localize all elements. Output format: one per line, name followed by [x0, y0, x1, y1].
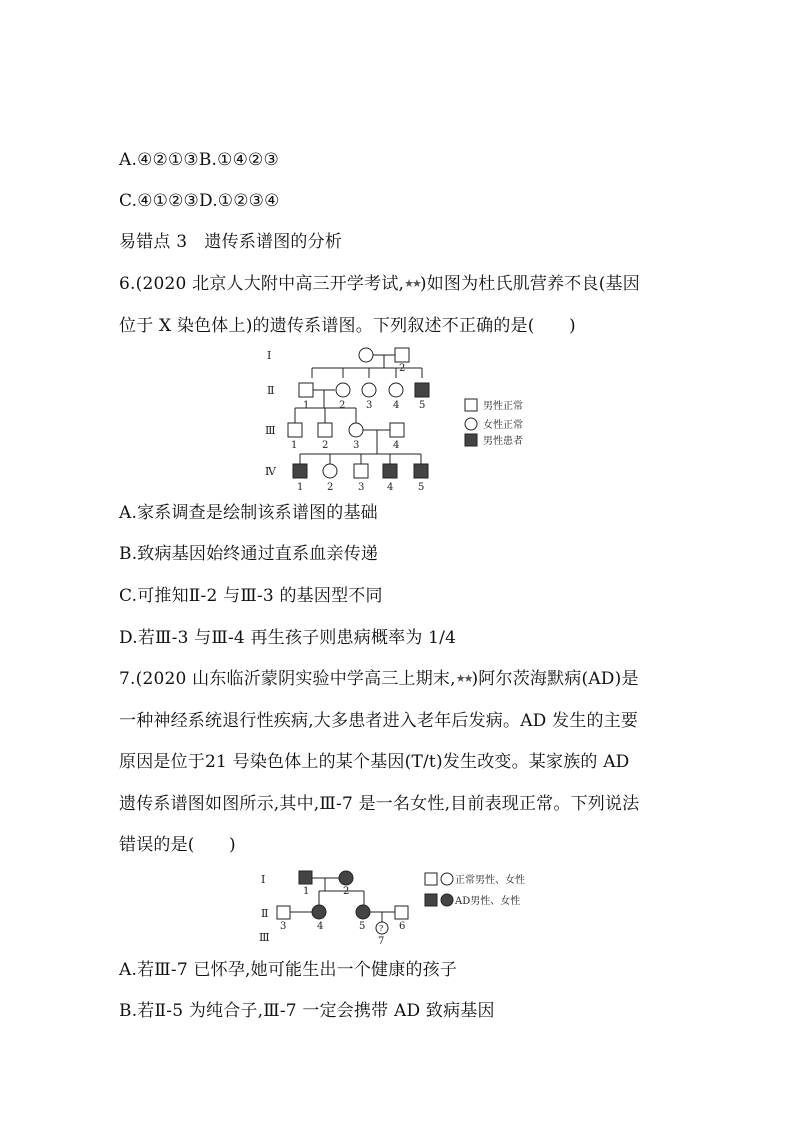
q6-num-IV-4: 4 — [387, 482, 394, 493]
q7-gen-label-II: Ⅱ — [261, 907, 269, 920]
legend-female-normal-icon — [465, 418, 477, 430]
q6-II-5-male-affected — [415, 383, 429, 397]
q7-II-5-female-affected — [356, 905, 370, 919]
section-heading: 易错点 3 遗传系谱图的分析 — [119, 232, 343, 252]
q6-IV-2-female-normal — [323, 464, 337, 478]
q7-stem-line2: 一种神经系统退行性疾病,大多患者进入老年后发病。AD 发生的主要 — [119, 711, 639, 731]
q6-I-2-male-normal — [395, 348, 409, 362]
legend-normal-female-icon — [441, 873, 453, 885]
legend-male-normal: 男性正常 — [483, 401, 523, 412]
q6-num-II-1: 1 — [303, 400, 310, 411]
q7-pedigree-figure — [255, 865, 555, 947]
q7-stem-line1 — [119, 668, 639, 690]
q6-num-IV-2: 2 — [327, 482, 334, 493]
q6-num-II-5: 5 — [419, 400, 426, 411]
q6-num-II-4: 4 — [393, 400, 400, 411]
q7-stem-line3: 原因是位于21 号染色体上的某个基因(T/t)发生改变。某家族的 AD — [119, 752, 630, 772]
q6-IV-3-male-normal — [354, 464, 368, 478]
legend-female-normal: 女性正常 — [483, 420, 523, 431]
q6-option-b: B.致病基因始终通过直系血亲传递 — [119, 544, 379, 564]
q6-III-2-male-normal — [318, 423, 332, 437]
q6-II-2-female-normal — [336, 383, 350, 397]
q7-I-1-male-affected — [299, 871, 312, 884]
legend-male-affected: 男性患者 — [483, 436, 523, 447]
q7-option-a: A.若Ⅲ-7 已怀孕,她可能生出一个健康的孩子 — [119, 960, 458, 980]
q6-III-4-male-normal — [390, 423, 404, 437]
q7-stem-suffix: )阿尔茨海默病(AD)是 — [471, 669, 639, 689]
q7-num-1: 1 — [303, 886, 310, 897]
q7-gen-label-III: Ⅲ — [259, 931, 270, 944]
q6-IV-1-male-affected — [293, 464, 307, 478]
q7-num-7: 7 — [378, 936, 385, 947]
legend-normal-male-icon — [425, 873, 437, 885]
q7-num-6: 6 — [399, 921, 406, 932]
q6-num-III-3: 3 — [353, 440, 360, 451]
legend-ad-male-icon — [425, 894, 437, 906]
q6-option-c: C.可推知Ⅱ-2 与Ⅲ-3 的基因型不同 — [119, 586, 383, 606]
q7-unknown-mark: ? — [379, 924, 384, 933]
q7-II-6-male-normal — [395, 906, 408, 919]
q7-gen-label-I: Ⅰ — [261, 873, 266, 886]
q6-stem-prefix: 6.(2020 北京人大附中高三开学考试, — [119, 274, 405, 294]
q6-num-IV-1: 1 — [297, 482, 304, 493]
q7-II-3-male-normal — [277, 906, 290, 919]
difficulty-stars-icon: ★★ — [455, 672, 472, 685]
q6-pedigree-figure — [255, 340, 545, 495]
q7-II-4-female-affected — [312, 905, 326, 919]
q6-num-III-1: 1 — [291, 440, 298, 451]
legend-ad-female-icon — [441, 894, 453, 906]
q6-I-1-female-normal — [359, 348, 373, 362]
q7-stem-line4: 遗传系谱图如图所示,其中,Ⅲ-7 是一名女性,目前表现正常。下列说法 — [119, 794, 640, 814]
q6-num-III-2: 2 — [322, 440, 329, 451]
q7-num-5: 5 — [359, 921, 366, 932]
legend-normal-male-female: 正常男性、女性 — [455, 875, 525, 886]
q6-III-1-male-normal — [288, 423, 302, 437]
q6-num-II-2: 2 — [339, 400, 346, 411]
q6-gen-label-III: Ⅲ — [265, 424, 276, 437]
q7-num-3: 3 — [280, 921, 287, 932]
q6-gen-label-II: Ⅱ — [267, 384, 275, 397]
q6-gen-label-IV: Ⅳ — [265, 465, 276, 478]
q7-stem-line5: 错误的是( ) — [119, 835, 236, 855]
q7-num-2: 2 — [343, 886, 350, 897]
q6-III-3-female-normal — [349, 423, 363, 437]
q6-II-4-female-normal — [389, 383, 403, 397]
q5-options-cd: C.④①②③D.①②③④ — [119, 191, 280, 211]
legend-male-affected-icon — [465, 434, 477, 446]
q6-num-I-2: 2 — [399, 363, 406, 374]
q6-stem-line1 — [119, 273, 640, 295]
q7-stem-prefix: 7.(2020 山东临沂蒙阴实验中学高三上期末, — [119, 669, 456, 689]
q7-I-2-female-affected — [339, 871, 353, 885]
q6-option-a: A.家系调查是绘制该系谱图的基础 — [119, 503, 378, 523]
q5-options-ab: A.④②①③B.①④②③ — [119, 150, 279, 170]
q6-num-III-4: 4 — [393, 440, 400, 451]
difficulty-stars-icon: ★★ — [404, 277, 420, 290]
q6-stem-line2: 位于 X 染色体上)的遗传系谱图。下列叙述不正确的是( ) — [119, 316, 576, 336]
q6-num-IV-5: 5 — [418, 482, 425, 493]
q6-IV-4-male-affected — [383, 464, 397, 478]
q6-II-1-male-normal — [299, 383, 313, 397]
legend-male-normal-icon — [465, 399, 477, 411]
q6-option-d: D.若Ⅲ-3 与Ⅲ-4 再生孩子则患病概率为 1/4 — [119, 628, 457, 648]
q7-option-b: B.若Ⅱ-5 为纯合子,Ⅲ-7 一定会携带 AD 致病基因 — [119, 1001, 495, 1021]
q7-num-4: 4 — [317, 921, 324, 932]
q6-num-II-3: 3 — [366, 400, 373, 411]
legend-ad-male-female: AD男性、女性 — [455, 896, 521, 907]
q6-IV-5-male-affected — [414, 464, 428, 478]
q6-II-3-female-normal — [362, 383, 376, 397]
q6-gen-label-I: Ⅰ — [267, 349, 272, 362]
q6-num-IV-3: 3 — [358, 482, 365, 493]
q6-stem-suffix: )如图为杜氏肌营养不良(基因 — [419, 274, 640, 294]
